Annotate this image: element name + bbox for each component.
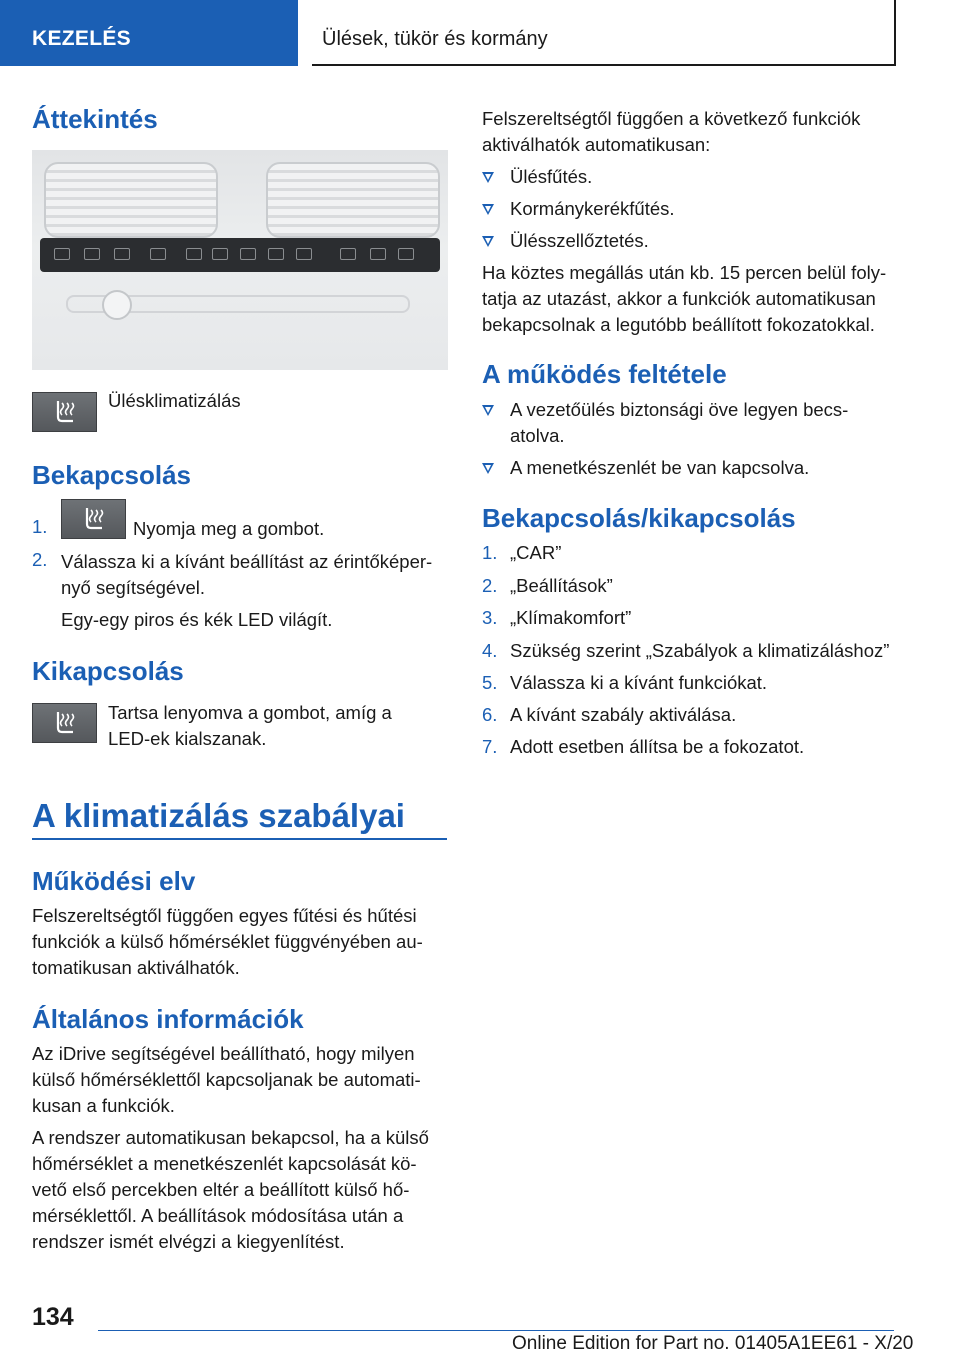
general-info-text: vető első percekben eltér a beállított külső hő- [32, 1179, 410, 1200]
principle-heading: Működési elv [32, 866, 196, 896]
climate-panel-photo [32, 150, 448, 370]
step-text: Válassza ki a kívánt funkciókat. [510, 672, 768, 693]
step-text: Adott esetben állítsa be a fokozatot. [510, 736, 805, 757]
step-text: „CAR” [510, 542, 562, 563]
step-text: Válassza ki a kívánt beállítást az érintőképer- [61, 551, 433, 572]
step-number: 2. [32, 549, 48, 570]
general-info-heading: Általános információk [32, 1004, 304, 1034]
intro-text: Felszereltségtől függően a következő funkciók [482, 108, 861, 129]
triangle-bullet-icon [482, 405, 494, 416]
general-info-text: mérséklettől. A beállítások módosítása után a [32, 1205, 404, 1226]
general-info-text: rendszer ismét elvégzi a kiegyenlítést. [32, 1231, 345, 1252]
seat-climate-icon [61, 499, 126, 539]
step-number: 7. [482, 736, 498, 757]
resume-text: tatja az utazást, akkor a funkciók automatikusan [482, 288, 876, 309]
header-section-label: KEZELÉS [32, 27, 131, 50]
resume-text: Ha köztes megállás után kb. 15 percen belül foly- [482, 262, 887, 283]
resume-text: bekapcsolnak a legutóbb beállított fokozatokkal. [482, 314, 875, 335]
step-number: 6. [482, 704, 498, 725]
step-number: 1. [482, 542, 498, 563]
seat-climate-icon [32, 703, 97, 743]
requirements-heading: A működés feltétele [482, 359, 727, 389]
left-air-vent [44, 162, 218, 238]
general-info-text: A rendszer automatikusan bekapcsol, ha a külső [32, 1127, 429, 1148]
switch-off-text: LED-ek kialszanak. [108, 728, 267, 749]
switch-on-heading: Bekapcsolás [32, 460, 191, 490]
step-text: A kívánt szabály aktiválása. [510, 704, 737, 725]
step-number: 5. [482, 672, 498, 693]
footer-rule [98, 1330, 894, 1331]
general-info-text: külső hőmérséklettől kapcsoljanak be automati- [32, 1069, 421, 1090]
heading-rule [32, 838, 447, 840]
intro-text: aktiválhatók automatikusan: [482, 134, 711, 155]
list-item-continuation: atolva. [510, 425, 565, 446]
page-number: 134 [32, 1303, 74, 1331]
step-text: nyő segítségével. [61, 577, 205, 598]
volume-knob [102, 290, 132, 320]
seat-climate-icon [32, 392, 97, 432]
seat-climate-caption: Ülésklimatizálás [108, 390, 241, 411]
header-chapter-label: Ülések, tükör és kormány [322, 28, 548, 50]
general-info-text: kusan a funkciók. [32, 1095, 175, 1116]
general-info-text: Az iDrive segítségével beállítható, hogy milyen [32, 1043, 415, 1064]
switch-off-text: Tartsa lenyomva a gombot, amíg a [108, 702, 392, 723]
principle-text: funkciók a külső hőmérséklet függvényében au- [32, 931, 423, 952]
switch-off-heading: Kikapcsolás [32, 656, 184, 686]
onoff-heading: Bekapcsolás/kikapcsolás [482, 503, 796, 533]
header-chapter-box [312, 0, 896, 66]
step-number: 2. [482, 575, 498, 596]
triangle-bullet-icon [482, 463, 494, 474]
triangle-bullet-icon [482, 204, 494, 215]
rules-heading: A klimatizálás szabályai [32, 797, 405, 834]
header-section-tab [0, 0, 298, 66]
step-text: Szükség szerint „Szabályok a klimatizáláshoz” [510, 640, 890, 661]
principle-text: Felszereltségtől függően egyes fűtési és hűtési [32, 905, 417, 926]
climate-control-panel [40, 238, 440, 272]
triangle-bullet-icon [482, 236, 494, 247]
step-text: Nyomja meg a gombot. [133, 518, 325, 539]
step-text: „Beállítások” [510, 575, 613, 596]
step-text: „Klímakomfort” [510, 607, 632, 628]
step-number: 3. [482, 607, 498, 628]
triangle-bullet-icon [482, 172, 494, 183]
overview-heading: Áttekintés [32, 104, 158, 134]
step-number: 1. [32, 516, 48, 537]
step-note: Egy-egy piros és kék LED világít. [61, 609, 333, 630]
step-number: 4. [482, 640, 498, 661]
principle-text: tomatikusan aktiválhatók. [32, 957, 240, 978]
footer-edition: Online Edition for Part no. 01405A1EE61 - X/20 [512, 1333, 914, 1354]
general-info-text: hőmérséklet a menetkészenlét kapcsolását kö- [32, 1153, 417, 1174]
right-air-vent [266, 162, 440, 238]
